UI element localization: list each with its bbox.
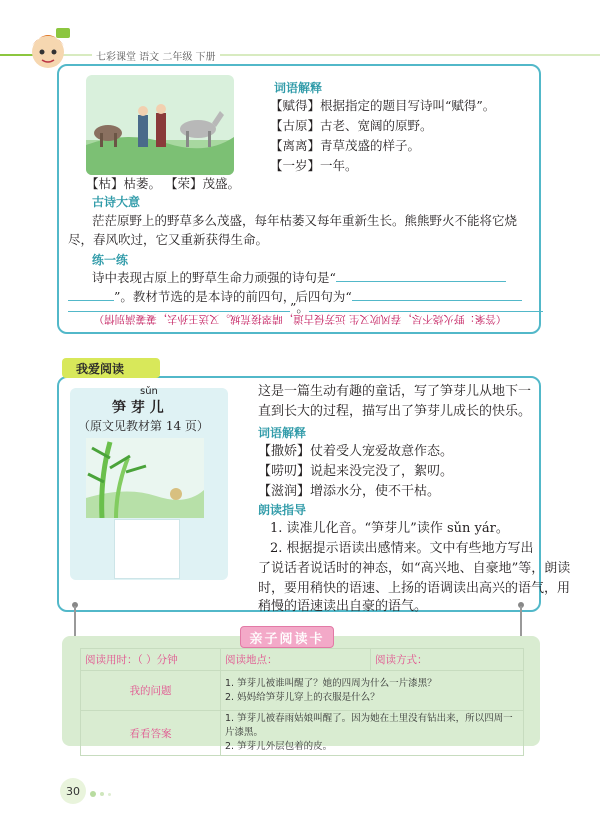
vocab-extra: 【枯】枯萎。 【荣】茂盛。 — [86, 176, 240, 191]
inverted-answer: （答案：野火烧不尽，春风吹又生 远芳侵古道，晴翠接荒城。又送王孙去，萋萋满别情） — [93, 313, 507, 325]
vocab-item: 【赋得】根据指定的题目写诗叫“赋得”。 — [270, 98, 496, 113]
vocab-item: 【一岁】一年。 — [270, 158, 358, 173]
card-title: 亲子阅读卡 — [240, 626, 334, 648]
title-pinyin: sǔn — [140, 386, 158, 397]
guide-line: 2. 根据提示语读出感情来。文中有些地方写出 — [270, 541, 534, 556]
answer-line: 1. 笋芽儿被春雨姑娘叫醒了。因为她在土里没有钻出来，所以四周一片漆黑。 — [225, 713, 513, 738]
time-cell: 阅读用时：（ ）分钟 — [81, 649, 221, 671]
guide-line: 1. 读准儿化音。“笋芽儿”读作 sǔn yár。 — [270, 521, 509, 536]
section-tag: 我爱阅读 — [62, 358, 160, 378]
vocab-item: 【古原】古老、宽阔的原野。 — [270, 118, 433, 133]
practice-line: ”。教材节选的是本诗的前四句，后四句为“ — [68, 287, 522, 307]
pin-wire — [74, 606, 76, 640]
pin-wire — [520, 606, 522, 640]
reading-card-table — [80, 648, 524, 756]
dot-icon — [100, 792, 104, 796]
summary-heading: 古诗大意 — [92, 195, 141, 209]
vocab-item-2: 【撒娇】仗着受人宠爱故意作态。 — [258, 444, 454, 459]
summary-line: 尽，春风吹过，它又重新获得生命。 — [68, 232, 269, 247]
header-rule — [0, 54, 600, 56]
page-number: 30 — [60, 778, 86, 804]
practice-heading: 练一练 — [92, 253, 129, 267]
practice-line: ”。 — [68, 298, 543, 318]
bamboo-illustration — [86, 438, 204, 518]
summary-line: 茫茫原野上的野草多么茂盛，每年枯萎又每年重新生长。熊熊野火不能将它烧 — [92, 213, 518, 228]
guide-line: 稍慢的语速读出自豪的语气。 — [258, 599, 428, 614]
answer-label: 看看答案 — [81, 711, 221, 756]
method-cell: 阅读方式： — [371, 649, 524, 671]
guide-line: 时，要用稍快的语速、上扬的语调读出高兴的语气，用 — [258, 581, 571, 596]
answer-line: 2. 笋芽儿外层包着的皮。 — [225, 741, 333, 752]
question-cell — [221, 671, 524, 711]
intro-line: 这是一篇生动有趣的童话，写了笋芽儿从地下一 — [258, 384, 532, 399]
header-title: 七彩课堂 语文 二年级 下册 — [92, 48, 220, 63]
question-label: 我的问题 — [81, 671, 221, 711]
dot-icon — [90, 791, 96, 797]
vocab-heading: 词语解释 — [274, 81, 323, 95]
place-cell: 阅读地点： — [221, 649, 371, 671]
vocab-item-2: 【滋润】增添水分，使不干枯。 — [258, 484, 441, 499]
vocab-item: 【离离】青草茂盛的样子。 — [270, 138, 421, 153]
answer-cell — [221, 711, 524, 756]
guide-line: 了说话者说话时的神态，如“高兴地、自豪地”等，朗读 — [258, 561, 571, 576]
question-line: 1. 笋芽儿被谁叫醒了？她的四周为什么一片漆黑？ — [225, 677, 437, 689]
intro-line: 直到长大的过程，描写出了笋芽儿成长的快乐。 — [258, 404, 532, 419]
poem-illustration — [86, 75, 234, 175]
image-placeholder — [114, 519, 180, 579]
guide-heading: 朗读指导 — [258, 503, 307, 517]
story-source: （原文见教材第 14 页） — [78, 419, 209, 433]
vocab-heading-2: 词语解释 — [258, 426, 307, 440]
question-line: 2. 妈妈给笋芽儿穿上的衣服是什么？ — [225, 691, 380, 703]
practice-line: 诗中表现古原上的野草生命力顽强的诗句是“ — [92, 268, 506, 288]
story-title: 笋 芽 儿 — [112, 400, 164, 416]
dot-icon — [108, 793, 111, 796]
vocab-item-2: 【唠叨】说起来没完没了，絮叨。 — [258, 464, 454, 479]
